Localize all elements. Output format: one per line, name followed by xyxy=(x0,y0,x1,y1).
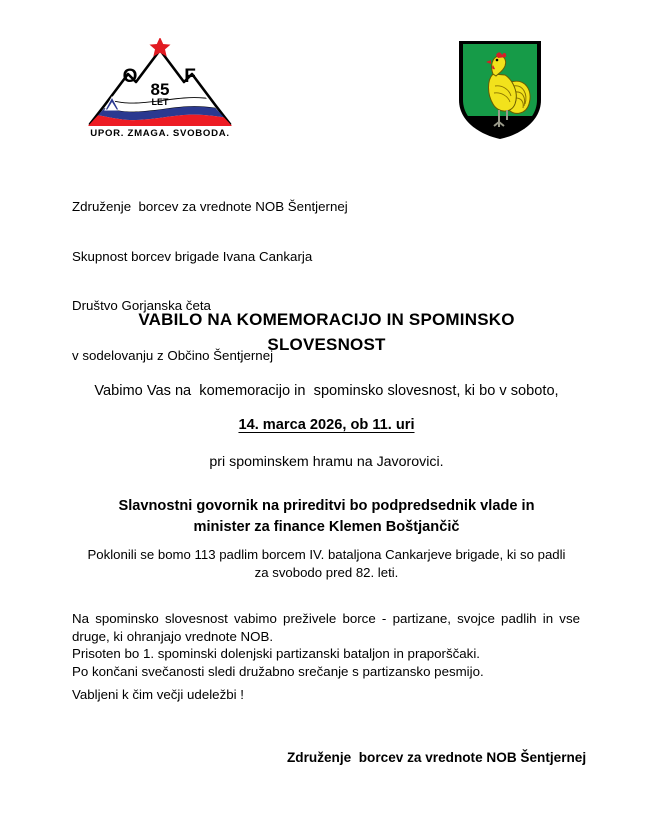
tribute-block xyxy=(0,546,653,582)
guest-speaker-block xyxy=(0,496,653,538)
of-letter-f: F xyxy=(184,66,196,87)
page-title-line: SLOVESNOST xyxy=(267,335,386,354)
page-title-line: VABILO NA KOMEMORACIJO IN SPOMINSKO xyxy=(138,310,515,329)
of-85-let-logo xyxy=(80,38,240,138)
invitation-intro-text: Vabimo Vas na komemoracijo in spominsko slovesnost, ki bo v soboto, xyxy=(94,383,559,399)
event-date-time-value: 14. marca 2026, ob 11. uri xyxy=(238,417,415,433)
organizer-line: Društvo Gorjanska četa xyxy=(72,298,211,313)
rooster-eye xyxy=(496,59,499,62)
body-text-block xyxy=(72,610,580,680)
emblem-header-row xyxy=(0,0,653,150)
body-presence-line: Prisoten bo 1. spominski dolenjski partizanski bataljon in praporščaki. xyxy=(72,646,480,661)
anniversary-number: 85 xyxy=(150,80,170,99)
of-motto-text: UPOR. ZMAGA. SVOBODA. xyxy=(90,128,230,138)
body-invite-paragraph: Na spominsko slovesnost vabimo preživele borce - partizane, svojce padlih in vse druge, ki ohranjajo vrednote NOB. xyxy=(72,611,580,644)
event-place-text: pri spominskem hramu na Javorovici. xyxy=(209,454,444,470)
organizer-line: Združenje borcev za vrednote NOB Šentjernej xyxy=(72,199,348,214)
guest-speaker-line: Slavnostni govornik na prireditvi bo podpredsednik vlade in xyxy=(118,498,535,514)
tribute-line: Poklonili se bomo 113 padlim borcem IV. bataljona Cankarjeve brigade, ki so padli xyxy=(87,547,566,562)
body-after-event-line: Po končani svečanosti sledi družabno srečanje s partizansko pesmijo. xyxy=(72,663,484,679)
guest-speaker-line: minister za finance Klemen Boštjančič xyxy=(193,519,460,535)
anniversary-unit: LET xyxy=(151,97,169,107)
tribute-line: za svobodo pred 82. leti. xyxy=(254,565,399,580)
body-closing-line: Vabljeni k čim večji udeležbi ! xyxy=(72,687,244,702)
event-date-time xyxy=(0,417,653,433)
sentjernej-coat-of-arms xyxy=(455,38,545,140)
signature-text: Združenje borcev za vrednote NOB Šentjernej xyxy=(287,750,587,765)
page-title xyxy=(0,307,653,357)
organizer-line: Skupnost borcev brigade Ivana Cankarja xyxy=(72,248,313,264)
of-letter-o: O xyxy=(122,66,138,87)
organizer-line: v sodelovanju z Občino Šentjernej xyxy=(72,347,274,363)
